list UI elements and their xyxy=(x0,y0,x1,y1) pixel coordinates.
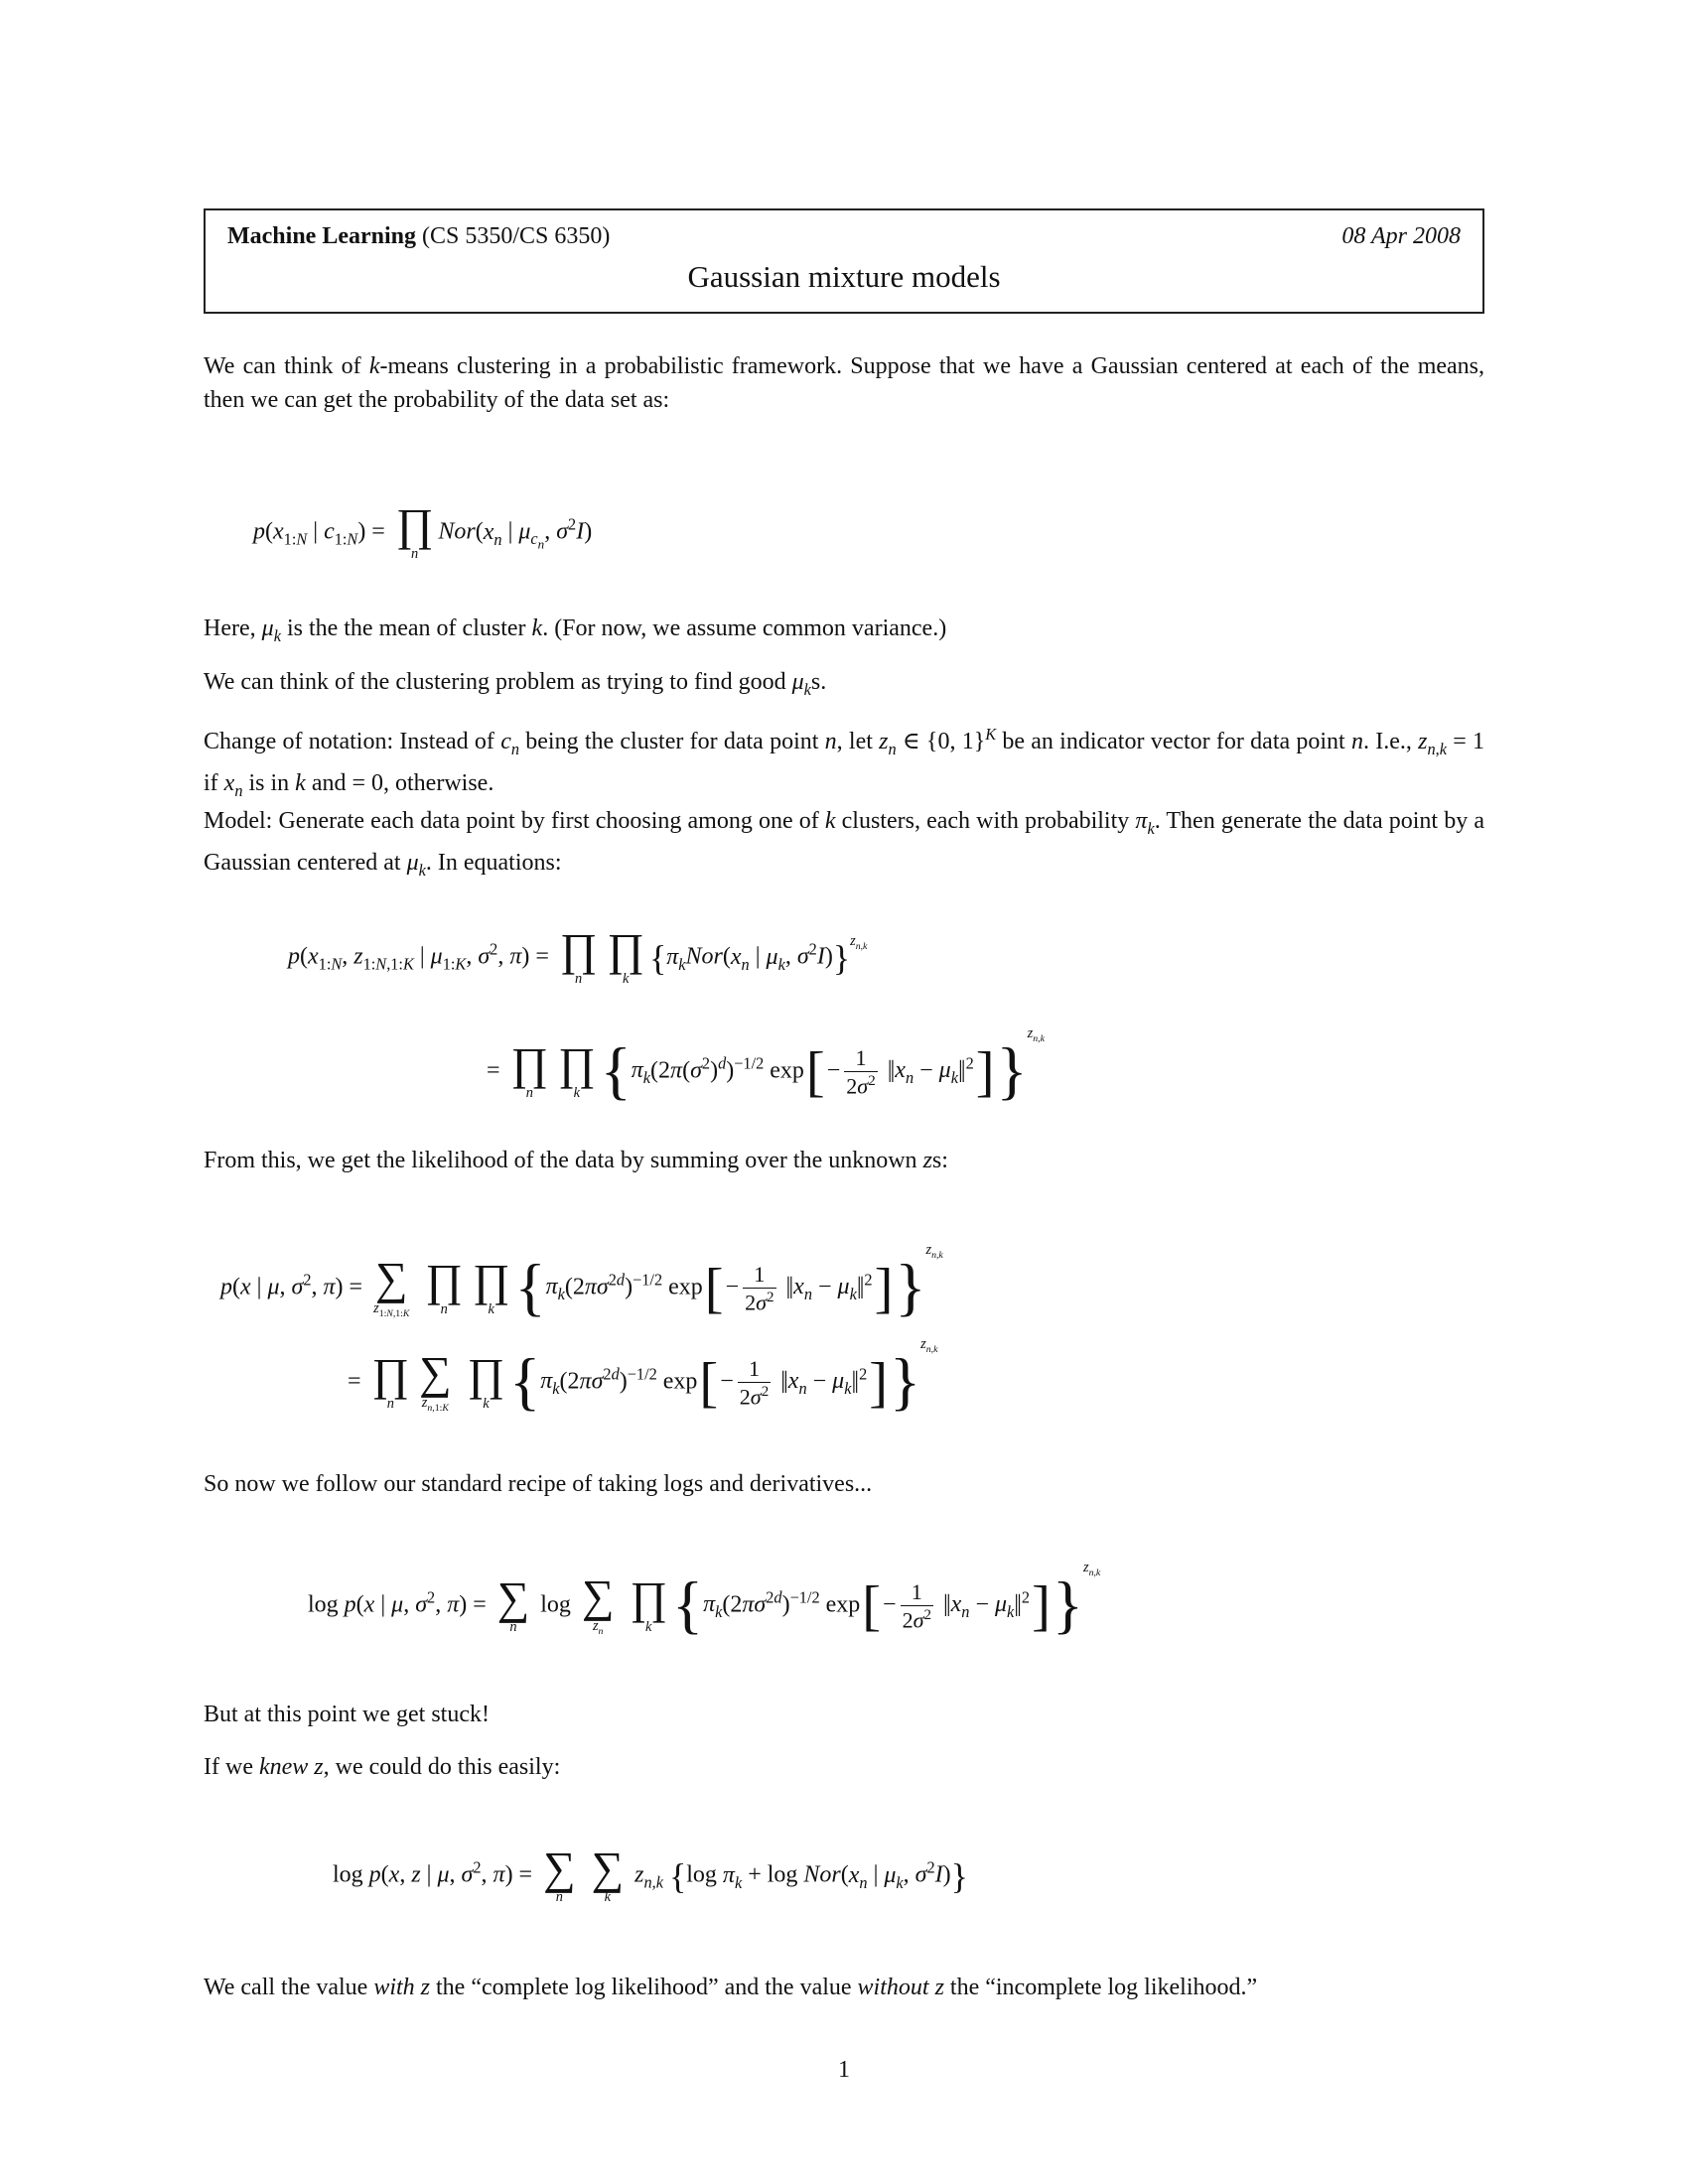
equation-log-likelihood: log p(x | μ, $\sigma^2$, π) = ∑ n log ∑ $z_n$ ∏ k {$\pi_k(2\pi\sigma^{2d})^{-1/2}$ exp[− $\frac{1}{2\sigma^2}$ $||x_n - \mu_k||$ $^2$]}$^{z_{n,k}}$ xyxy=(308,1560,1101,1642)
paragraph-complete-incomplete: We call the value with z the “complete log likelihood” and the value without z the “incomplete log likelihood.” xyxy=(204,1975,1258,2000)
paragraph-model: Model: Generate each data point by first choosing among one of k clusters, each with probability $\pi_k$. Then generate the data point by a Gaussian centered at $\mu_k$. In equations: xyxy=(204,808,1484,880)
header-row xyxy=(227,222,1461,250)
paragraph-if-we-knew: If we knew z, we could do this easily: xyxy=(204,1754,561,1780)
header-box xyxy=(204,208,1484,314)
paragraph-mean-of-cluster: Here, $\mu_k$ is the the mean of cluster k. (For now, we assume common variance.) xyxy=(204,615,947,645)
equation-complete-log-likelihood: log p(x, z | μ, $\sigma^2$, π) = ∑ n ∑ k $z_{n,k}$ {log $\pi_k + \log Nor(x_n$ | $\mu_k$, $\sigma^2I$)} xyxy=(333,1843,968,1906)
equation-marginal-line1: p(x | μ, $\sigma^2$, π) = ∑ $z_{1:N,1:K}$ ∏ n ∏ k {$\pi_k(2\pi\sigma^{2d})^{-1/2}$ exp[− $\frac{1}{2\sigma^2}$ $||x_n - \mu_k||$ $^2$]}$^{z_{n,k}}$ xyxy=(220,1242,943,1324)
date-label: 08 Apr 2008 xyxy=(1341,223,1461,249)
paragraph-clustering-problem: We can think of the clustering problem as trying to find good $\mu_ks$. xyxy=(204,669,827,699)
equation-joint-line1: $p(x_{1:N}$, $z_{1:N,1:K}$ | $\mu_{1:K}$, $\sigma^2$, π) = ∏ n ∏ k {$\pi_kNor(x_n$ | $\mu_k$, $\sigma^2I)\}^{z_{n,k}}$ xyxy=(288,924,868,988)
page-number: 1 xyxy=(838,2057,850,2083)
paragraph-change-of-notation: Change of notation: Instead of $c_n$ being the cluster for data point n, let $z_n$ ∈ {0, 1}$^K$ be an indicator vector for data point n. I.e., $z_{n,k} = 1$ if $x_n$ is in k and = 0, otherwise. xyxy=(204,725,1484,800)
paragraph-intro: We can think of k-means clustering in a probabilistic framework. Suppose that we have a Gaussian centered at each of the means, then we can get the probability of the data set as: xyxy=(204,353,1485,413)
equation-joint-line2: = ∏ n ∏ k {$\pi_k(2\pi(\sigma^2)^d)^{-1/2}$ exp[− $\frac{1}{2\sigma^2}$ $||x_n - \mu_k||$ $^2$]}$^{z_{n,k}}$ xyxy=(487,1025,1045,1108)
page-title: Gaussian mixture models xyxy=(687,259,1001,294)
course-name: Machine Learning xyxy=(227,223,416,249)
paragraph-likelihood: From this, we get the likelihood of the data by summing over the unknown zs: xyxy=(204,1148,948,1173)
equation-kmeans-likelihood: $p(x_{1:N}$ | $c_{1:N}$) = ∏ n $Nor(x_n$ | $\mu_{c_n}$, $\sigma^2I$) xyxy=(253,499,593,563)
paragraph-stuck: But at this point we get stuck! xyxy=(204,1702,490,1727)
course-number: (CS 5350/CS 6350) xyxy=(416,223,611,249)
paragraph-recipe: So now we follow our standard recipe of taking logs and derivatives... xyxy=(204,1471,873,1497)
equation-marginal-line2: = ∏ n ∑ $z_{n,1:K}$ ∏ k {$\pi_k(2\pi\sigma^{2d})^{-1/2}$ exp[− $\frac{1}{2\sigma^2}$ $||x_n - \mu_k||$ $^2$]}$^{z_{n,k}}$ xyxy=(348,1336,938,1419)
course-label xyxy=(227,222,610,250)
